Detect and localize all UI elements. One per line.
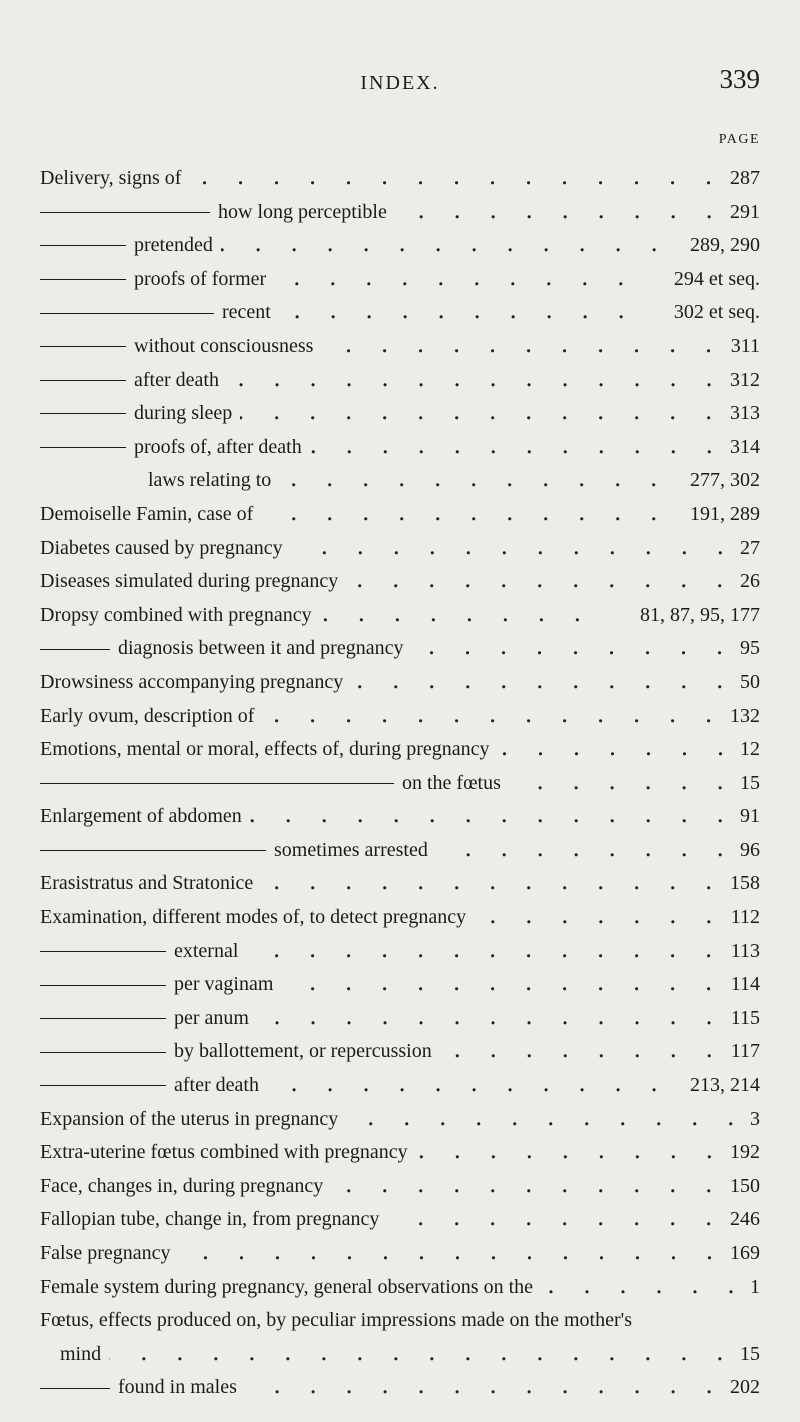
index-entry <box>0 263 800 297</box>
index-entry <box>0 1338 800 1372</box>
index-entry <box>0 834 800 868</box>
dot-leader <box>541 1271 735 1305</box>
dot-leader <box>411 632 724 666</box>
dot-leader <box>261 867 713 901</box>
ditto-dash <box>40 245 126 246</box>
dot-leader <box>227 364 713 398</box>
entry-pages: 114 <box>730 973 760 996</box>
dot-leader <box>416 1136 713 1170</box>
entry-text: Dropsy combined with pregnancy <box>40 603 312 626</box>
dot-leader <box>509 767 724 801</box>
entry-text: laws relating to <box>148 469 272 492</box>
ditto-dash <box>40 1052 166 1053</box>
entry-text: without consciousness <box>134 334 314 357</box>
dot-leader <box>281 968 713 1002</box>
dot-leader <box>274 263 625 297</box>
dot-leader <box>109 1338 724 1372</box>
ditto-dash <box>40 313 214 314</box>
entry-text: sometimes arrested <box>274 838 428 861</box>
entry-pages: 15 <box>740 771 760 794</box>
index-entry <box>0 1304 800 1338</box>
index-entry <box>0 364 800 398</box>
entry-pages: 289, 290 <box>690 234 760 257</box>
entry-text: proofs of, after death <box>134 435 302 458</box>
entry-text: recent <box>222 301 271 324</box>
running-head <box>0 62 800 102</box>
entry-pages: 26 <box>740 570 760 593</box>
entry-text: after death <box>174 1074 259 1097</box>
entry-pages: 314 <box>730 435 760 458</box>
dot-leader <box>279 296 625 330</box>
entry-pages: 27 <box>740 536 760 559</box>
index-entry <box>0 935 800 969</box>
ditto-dash <box>40 951 166 952</box>
entry-text: found in males <box>118 1376 237 1399</box>
entry-text: Delivery, signs of <box>40 167 182 189</box>
ditto-dash <box>40 1388 110 1389</box>
index-entry <box>0 397 800 431</box>
index-entry <box>0 162 800 196</box>
index-entry <box>0 599 800 633</box>
dot-leader <box>498 733 724 767</box>
ditto-dash <box>40 413 126 414</box>
entry-text: Face, changes in, during pregnancy <box>40 1174 324 1197</box>
ditto-dash <box>40 850 266 851</box>
entry-pages: 294 et seq. <box>673 267 760 290</box>
entry-pages: 202 <box>730 1376 760 1399</box>
entry-text: False pregnancy <box>40 1242 171 1264</box>
dot-leader <box>310 431 713 465</box>
index-entry <box>0 901 800 935</box>
entry-text: Fallopian tube, change in, from pregnancy <box>40 1208 380 1231</box>
dot-leader <box>246 935 713 969</box>
entry-text: Expansion of the uterus in pregnancy <box>40 1107 339 1130</box>
entry-text: mind <box>60 1342 102 1365</box>
index-entry <box>0 700 800 734</box>
entry-pages: 313 <box>730 402 760 425</box>
index-entry <box>0 1136 800 1170</box>
index-entries <box>0 162 800 1405</box>
index-entry <box>0 1002 800 1036</box>
dot-leader <box>291 532 724 566</box>
entry-text: Erasistratus and Stratonice <box>40 872 254 895</box>
index-entry <box>0 498 800 532</box>
entry-pages: 3 <box>750 1107 760 1130</box>
entry-pages: 112 <box>730 906 760 929</box>
index-entry <box>0 1170 800 1204</box>
entry-text: Drowsiness accompanying pregnancy <box>40 670 344 693</box>
entry-pages: 96 <box>740 838 760 861</box>
entry-pages: 132 <box>730 704 760 727</box>
entry-pages: 91 <box>740 805 760 828</box>
ditto-dash <box>40 1018 166 1019</box>
entry-text: Diseases simulated during pregnancy <box>40 570 339 593</box>
entry-text: proofs of former <box>134 267 267 290</box>
entry-text: Female system during pregnancy, general observations on the <box>40 1275 534 1298</box>
index-entry <box>0 632 800 666</box>
index-entry <box>0 733 800 767</box>
index-entry <box>0 196 800 230</box>
entry-pages: 311 <box>730 334 760 357</box>
entry-pages: 117 <box>730 1040 760 1063</box>
entry-text: how long perceptible <box>218 200 387 223</box>
dot-leader <box>436 834 724 868</box>
entry-text: Fœtus, effects produced on, by peculiar impressions made on the mother's <box>40 1309 632 1332</box>
dot-leader <box>395 196 713 230</box>
entry-pages: 50 <box>740 670 760 693</box>
page-title: INDEX. <box>360 72 440 94</box>
dot-leader <box>346 565 724 599</box>
entry-pages: 287 <box>730 167 760 189</box>
dot-leader <box>331 1170 713 1204</box>
dot-leader <box>279 464 658 498</box>
entry-text: by ballottement, or repercussion <box>174 1040 432 1063</box>
ditto-dash <box>40 346 126 347</box>
dot-leader <box>387 1203 713 1237</box>
entry-text: per anum <box>174 1006 249 1029</box>
index-entry <box>0 1103 800 1137</box>
entry-text: Examination, different modes of, to detect pregnancy <box>40 906 467 929</box>
entry-pages: 15 <box>740 1342 760 1365</box>
dot-leader <box>240 397 713 431</box>
index-entry <box>0 330 800 364</box>
index-entry <box>0 1271 800 1305</box>
entry-text: Demoiselle Famin, case of <box>40 502 254 525</box>
dot-leader <box>346 1103 735 1137</box>
entry-pages: 150 <box>730 1174 760 1197</box>
entry-text: Early ovum, description of <box>40 704 255 727</box>
ditto-dash <box>40 783 394 784</box>
index-entry <box>0 296 800 330</box>
entry-pages: 277, 302 <box>690 469 760 492</box>
index-entry <box>0 666 800 700</box>
ditto-dash <box>40 380 126 381</box>
dot-leader <box>245 1371 713 1405</box>
dot-leader <box>351 666 724 700</box>
index-entry <box>0 565 800 599</box>
entry-text: per vaginam <box>174 973 274 996</box>
dot-leader <box>221 229 658 263</box>
entry-text: Extra-uterine fœtus combined with pregnancy <box>40 1141 408 1164</box>
index-entry <box>0 968 800 1002</box>
index-entry <box>0 867 800 901</box>
entry-pages: 115 <box>730 1006 760 1029</box>
entry-pages: 1 <box>750 1275 760 1298</box>
dot-leader <box>189 162 713 196</box>
dot-leader <box>257 1002 713 1036</box>
entry-pages: 302 et seq. <box>673 301 760 324</box>
entry-text: after death <box>134 368 219 391</box>
entry-pages: 246 <box>730 1208 760 1231</box>
entry-text: Diabetes caused by pregnancy <box>40 536 283 559</box>
index-entry <box>0 1371 800 1405</box>
index-entry <box>0 800 800 834</box>
entry-text: Emotions, mental or moral, effects of, during pregnancy <box>40 738 490 761</box>
dot-leader <box>321 330 713 364</box>
entry-pages: 81, 87, 95, 177 <box>640 603 760 626</box>
entry-pages: 95 <box>740 637 760 660</box>
ditto-dash <box>40 279 126 280</box>
entry-pages: 213, 214 <box>690 1074 760 1097</box>
index-entry <box>0 1203 800 1237</box>
entry-pages: 291 <box>730 200 760 223</box>
page-column-label: PAGE <box>718 132 760 147</box>
index-entry <box>0 464 800 498</box>
entry-text: during sleep <box>134 402 233 425</box>
ditto-dash <box>40 212 210 213</box>
index-entry <box>0 1035 800 1069</box>
ditto-dash <box>40 447 126 448</box>
entry-pages: 191, 289 <box>690 502 760 525</box>
ditto-dash <box>40 985 166 986</box>
dot-leader <box>179 1237 713 1271</box>
dot-leader <box>262 700 713 734</box>
entry-text: external <box>174 939 239 962</box>
entry-pages: 312 <box>730 368 760 391</box>
dot-leader <box>261 498 658 532</box>
entry-text: pretended <box>134 234 213 257</box>
page-number: 339 <box>719 64 760 94</box>
dot-leader <box>474 901 713 935</box>
index-entry <box>0 1069 800 1103</box>
entry-pages: 12 <box>740 738 760 761</box>
dot-leader <box>440 1035 713 1069</box>
entry-text: Enlargement of abdomen <box>40 805 242 828</box>
entry-pages: 169 <box>730 1242 760 1264</box>
entry-text: diagnosis between it and pregnancy <box>118 637 404 660</box>
index-entry <box>0 229 800 263</box>
entry-pages: 192 <box>730 1141 760 1164</box>
ditto-dash <box>40 1085 166 1086</box>
index-entry <box>0 532 800 566</box>
ditto-dash <box>40 649 110 650</box>
entry-pages: 158 <box>730 872 760 895</box>
dot-leader <box>320 599 581 633</box>
entry-text: on the fœtus <box>402 771 501 794</box>
index-entry <box>0 431 800 465</box>
entry-pages: 113 <box>730 939 760 962</box>
index-entry <box>0 1237 800 1271</box>
index-entry <box>0 767 800 801</box>
dot-leader <box>267 1069 658 1103</box>
dot-leader <box>250 800 724 834</box>
